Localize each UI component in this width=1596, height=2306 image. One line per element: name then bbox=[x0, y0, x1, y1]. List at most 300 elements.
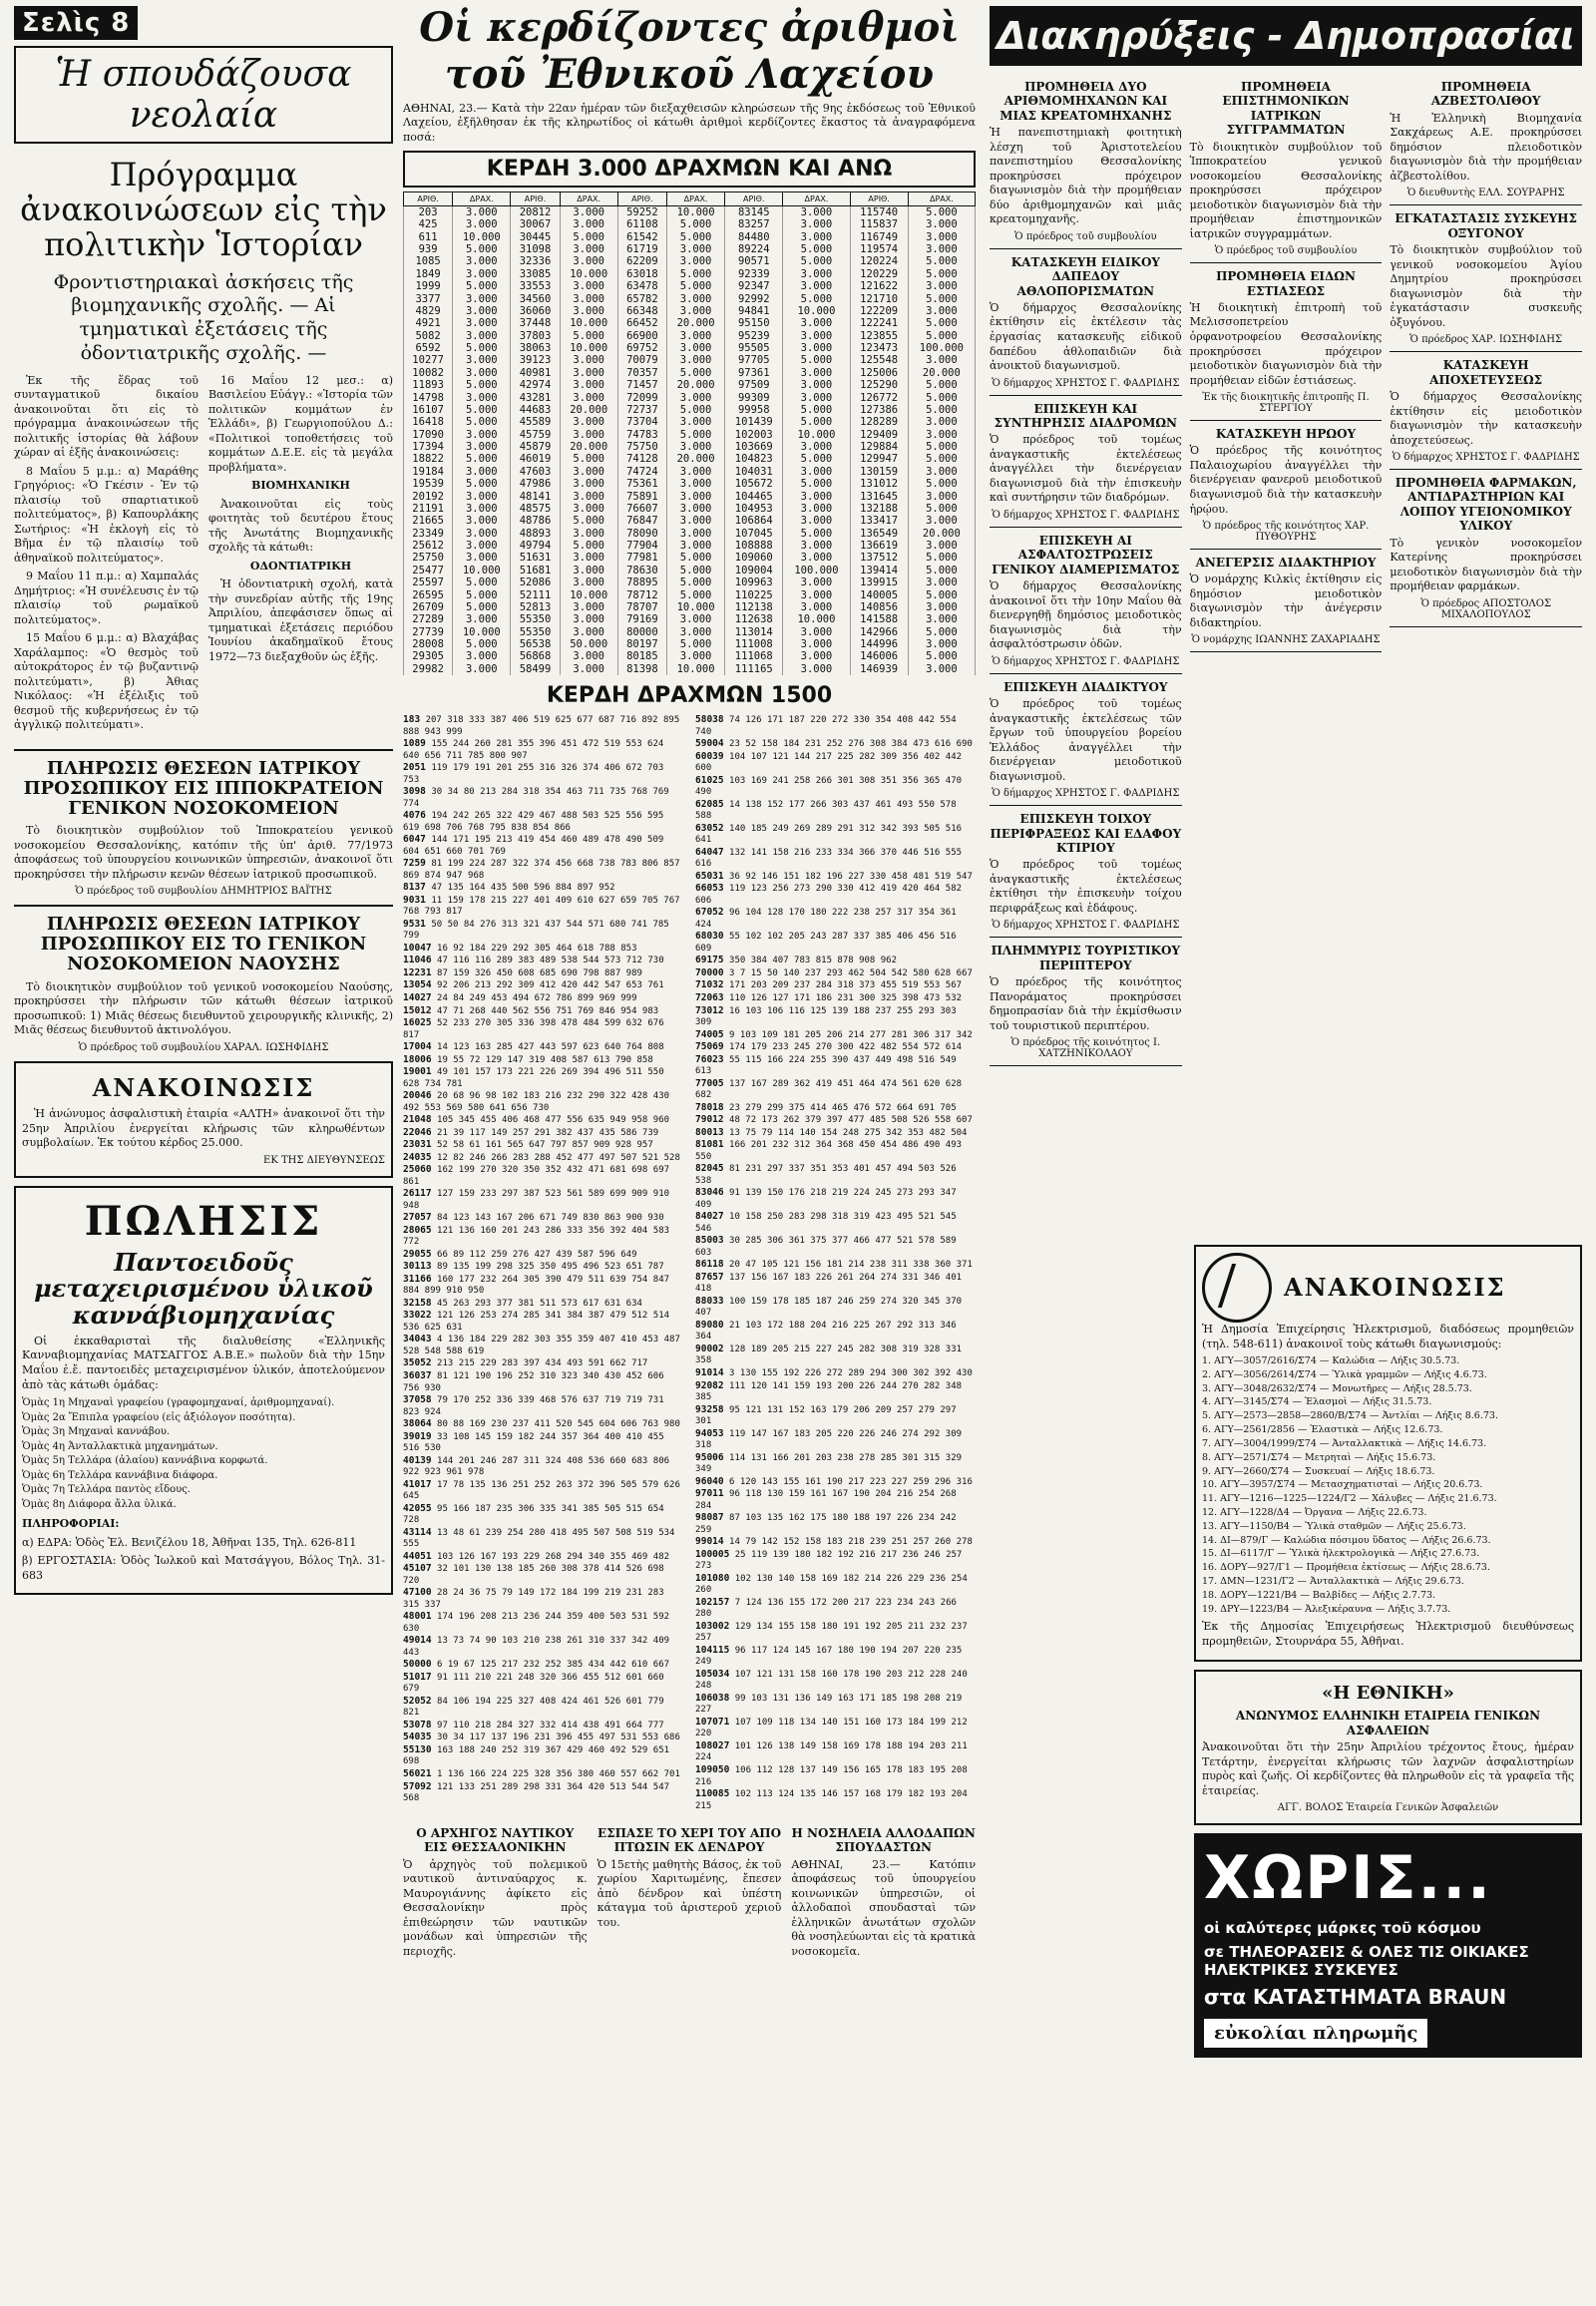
prize-amount: 5.000 bbox=[666, 404, 724, 416]
ticket-number: 80185 bbox=[617, 650, 666, 662]
notice-signature: ΕΚ ΤΗΣ ΔΙΕΥΘΥΝΣΕΩΣ bbox=[263, 1154, 385, 1166]
winning-endings: 114 131 166 201 203 238 278 285 301 315 329 349 bbox=[695, 1452, 963, 1475]
ticket-number: 110225 bbox=[725, 589, 783, 601]
list-item bbox=[695, 738, 976, 751]
list-item bbox=[695, 1235, 976, 1259]
notice-signature: Ὁ πρόεδρος τοῦ συμβουλίου bbox=[1014, 230, 1157, 242]
series-number: 9531 bbox=[403, 918, 426, 930]
prize-amount: 5.000 bbox=[908, 565, 975, 576]
prize-amount: 5.000 bbox=[453, 280, 511, 292]
winning-endings: 80 88 169 230 237 411 520 545 604 606 763 980 bbox=[437, 1419, 680, 1430]
prize-amount: 3.000 bbox=[560, 367, 617, 379]
notice-signature: Ὁ πρόεδρος τῆς κοινότητος ΧΑΡ. ΠΥΘΟΥΡΗΣ bbox=[1202, 521, 1370, 544]
ticket-number: 19539 bbox=[404, 478, 453, 490]
ticket-number: 129409 bbox=[850, 429, 908, 441]
ticket-number: 121710 bbox=[850, 293, 908, 305]
winning-endings: 16 92 184 229 292 305 464 618 788 853 bbox=[437, 943, 637, 954]
table-row bbox=[404, 613, 976, 625]
list-item bbox=[695, 1005, 976, 1029]
ethniki-box bbox=[1194, 1670, 1582, 1826]
sale-box bbox=[14, 1186, 393, 1595]
ticket-number: 27739 bbox=[404, 626, 453, 638]
prize-amount: 10.000 bbox=[453, 565, 511, 576]
prize-amount: 3.000 bbox=[783, 650, 850, 662]
ticket-number: 48141 bbox=[511, 491, 560, 503]
list-item bbox=[403, 1127, 683, 1140]
ticket-number: 129884 bbox=[850, 441, 908, 453]
prize-amount: 3.000 bbox=[783, 367, 850, 379]
prize-amount: 5.000 bbox=[453, 478, 511, 490]
ticket-number: 80000 bbox=[617, 626, 666, 638]
prize-amount: 3.000 bbox=[666, 503, 724, 515]
series-number: 81081 bbox=[695, 1139, 724, 1151]
history-body bbox=[14, 374, 393, 741]
ticket-number: 104823 bbox=[725, 453, 783, 465]
series-number: 80013 bbox=[695, 1126, 724, 1138]
series-number: 76023 bbox=[695, 1053, 724, 1065]
notice-headline: ΕΠΙΣΚΕΥΗ ΚΑΙ ΣΥΝΤΗΡΗΣΙΣ ΔΙΑΔΡΟΜΩΝ bbox=[994, 401, 1178, 430]
series-number: 10047 bbox=[403, 942, 432, 954]
winning-endings: 96 117 124 145 167 180 190 194 207 220 235 249 bbox=[695, 1645, 963, 1668]
story-navy bbox=[403, 1820, 588, 1963]
series-number: 69175 bbox=[695, 955, 724, 966]
col-header-amt: ΔΡΑΧ. bbox=[560, 192, 617, 205]
prize-amount: 3.000 bbox=[908, 515, 975, 527]
winning-endings: 104 107 121 144 217 225 282 309 356 402 442 600 bbox=[695, 751, 963, 774]
ticket-number: 80197 bbox=[617, 638, 666, 650]
series-number: 107071 bbox=[695, 1716, 730, 1728]
prize-amount: 5.000 bbox=[560, 330, 617, 342]
ticket-number: 106864 bbox=[725, 515, 783, 527]
ticket-number: 129947 bbox=[850, 453, 908, 465]
ticket-number: 131645 bbox=[850, 491, 908, 503]
notice-body: Ὁ πρόεδρος τοῦ τομέως ἀναγκαστικῆς ἐκτελέσεως ἀναγγέλλει τὴν διενέργειαν διαγωνισμοῦ διὰ τὴν ἐπισκευὴν καὶ συντήρησιν τῶν διαδρόμων. bbox=[990, 433, 1182, 505]
list-item bbox=[403, 1455, 683, 1479]
prize-amount: 5.000 bbox=[666, 552, 724, 564]
prize-amount: 5.000 bbox=[908, 552, 975, 564]
prize-amount: 3.000 bbox=[908, 243, 975, 255]
series-number: 83046 bbox=[695, 1187, 724, 1199]
series-number: 102157 bbox=[695, 1596, 730, 1608]
winning-endings: 30 34 80 213 284 318 354 463 711 735 768 769 774 bbox=[403, 787, 669, 809]
auction-notice bbox=[1390, 476, 1582, 627]
ticket-number: 61542 bbox=[617, 231, 666, 243]
series-number: 45107 bbox=[403, 1563, 432, 1575]
ad-line-3: στα ΚΑΤΑΣΤΗΜΑΤΑ BRAUN bbox=[1204, 1985, 1507, 2010]
ticket-number: 43281 bbox=[511, 392, 560, 404]
list-item bbox=[403, 1563, 683, 1587]
winning-endings: 16 103 106 116 125 139 188 237 255 293 303 309 bbox=[695, 1005, 957, 1028]
ticket-number: 21191 bbox=[404, 503, 453, 515]
ad-headline: ΧΩΡΙΣ... bbox=[1204, 1843, 1492, 1914]
prize-amount: 5.000 bbox=[560, 540, 617, 552]
prize-amount: 3.000 bbox=[560, 552, 617, 564]
ticket-number: 20192 bbox=[404, 491, 453, 503]
winning-endings: 32 101 130 138 185 260 308 378 414 526 698 720 bbox=[403, 1564, 664, 1586]
ethniki-subtitle: ΑΝΩΝΥΜΟΣ ΕΛΛΗΝΙΚΗ ΕΤΑΙΡΕΙΑ ΓΕΝΙΚΩΝ ΑΣΦΑΛΕΙΩΝ bbox=[1235, 1709, 1541, 1737]
notice-body: Ἡ πανεπιστημιακὴ φοιτητικὴ λέσχη τοῦ Ἀριστοτελείου πανεπιστημίου Θεσσαλονίκης προκηρύσσει πρόχειρον διαγωνισμὸν διὰ τὴν προμήθειαν δύο ἀριθμομηχανῶν καὶ μιᾶς κρεατομηχανῆς. bbox=[990, 126, 1182, 226]
prize-amount: 5.000 bbox=[560, 453, 617, 465]
col-header-num: ΑΡΙΘ. bbox=[511, 192, 560, 205]
prize-box-title: ΚΕΡΔΗ 3.000 ΔΡΑΧΜΩΝ ΚΑΙ ΑΝΩ bbox=[403, 151, 976, 188]
list-item bbox=[695, 955, 976, 967]
notice-headline: ΠΡΟΜΗΘΕΙΑ ΑΖΒΕΣΤΟΛΙΘΟΥ bbox=[1430, 80, 1541, 109]
ticket-number: 132188 bbox=[850, 503, 908, 515]
winning-endings: 52 58 61 161 565 647 797 857 909 928 957 bbox=[437, 1140, 653, 1151]
winning-endings: 6 19 67 125 217 232 252 385 434 442 610 667 bbox=[437, 1660, 670, 1671]
ticket-number: 4921 bbox=[404, 317, 453, 329]
series-number: 78018 bbox=[695, 1101, 724, 1113]
series-number: 14027 bbox=[403, 992, 432, 1003]
winning-endings: 107 121 131 158 160 178 190 203 212 228 240 248 bbox=[695, 1669, 968, 1692]
ticket-number: 74724 bbox=[617, 466, 666, 478]
prize-amount: 5.000 bbox=[908, 503, 975, 515]
prize-amount: 5.000 bbox=[453, 638, 511, 650]
list-item bbox=[403, 882, 683, 895]
series-number: 33022 bbox=[403, 1310, 432, 1322]
notice-signature: Ὁ δήμαρχος ΧΡΗΣΤΟΣ Γ. ΦΑΔΡΙΔΗΣ bbox=[992, 920, 1180, 932]
ticket-number: 122209 bbox=[850, 305, 908, 317]
prize-amount: 3.000 bbox=[783, 280, 850, 292]
ticket-number: 6592 bbox=[404, 342, 453, 354]
winning-endings: 102 130 140 158 169 182 214 226 229 236 254 260 bbox=[695, 1573, 968, 1596]
hosp1-signature: Ὁ πρόεδρος τοῦ συμβουλίου ΔΗΜΗΤΡΙΟΣ ΒΑΪΤΗΣ bbox=[75, 886, 332, 898]
ticket-number: 1085 bbox=[404, 255, 453, 267]
list-item bbox=[403, 1696, 683, 1720]
auction-notice bbox=[990, 255, 1182, 396]
series-number: 88033 bbox=[695, 1295, 724, 1307]
prize-amount: 3.000 bbox=[666, 416, 724, 428]
prize-amount: 3.000 bbox=[453, 392, 511, 404]
dei-box bbox=[1194, 1245, 1582, 1662]
prize-amount: 3.000 bbox=[908, 416, 975, 428]
prize-amount: 3.000 bbox=[783, 379, 850, 391]
winning-endings: 144 171 195 213 419 454 460 489 478 490 509 604 651 660 701 769 bbox=[403, 835, 664, 857]
notice-box bbox=[14, 1061, 393, 1178]
ticket-number: 123855 bbox=[850, 330, 908, 342]
list-item: 19. ΔΡΥ—1223/Β4 — Ἀλεξικέραυνα — Λήξις 3.7.73. bbox=[1202, 1603, 1451, 1615]
notice-signature: Ὁ δήμαρχος ΧΡΗΣΤΟΣ Γ. ΦΑΔΡΙΔΗΣ bbox=[992, 377, 1180, 389]
winning-endings: 103 126 167 193 229 268 294 340 355 469 482 bbox=[437, 1551, 670, 1562]
prize-amount: 3.000 bbox=[560, 392, 617, 404]
series-number: 74005 bbox=[695, 1028, 724, 1040]
ticket-number: 55350 bbox=[511, 626, 560, 638]
prize-amount: 3.000 bbox=[560, 280, 617, 292]
prize-amount: 3.000 bbox=[908, 613, 975, 625]
list-item bbox=[403, 1672, 683, 1696]
list-item bbox=[695, 714, 976, 738]
winning-endings: 23 279 299 375 414 465 476 572 664 691 705 bbox=[729, 1102, 957, 1113]
ticket-number: 70079 bbox=[617, 354, 666, 366]
winning-endings: 121 133 251 289 298 331 364 420 513 544 547 568 bbox=[403, 1781, 670, 1804]
ethniki-title: «Η ΕΘΝΙΚΗ» bbox=[1322, 1682, 1454, 1704]
list-item bbox=[695, 1187, 976, 1211]
ticket-number: 52813 bbox=[511, 601, 560, 613]
table-row bbox=[404, 626, 976, 638]
prize-amount: 3.000 bbox=[908, 231, 975, 243]
prize-amount: 20.000 bbox=[560, 441, 617, 453]
list-item: Ὁμὰς 5η Τελλάρα (ἀλαίου) καννάβινα κορφωτά. bbox=[22, 1455, 268, 1467]
series-number: 64047 bbox=[695, 846, 724, 858]
ticket-number: 46019 bbox=[511, 453, 560, 465]
auction-notice bbox=[990, 944, 1182, 1066]
winning-endings: 162 199 270 320 350 352 432 471 681 698 697 861 bbox=[403, 1165, 670, 1187]
prize-amount: 5.000 bbox=[908, 268, 975, 280]
prize-amount: 5.000 bbox=[908, 330, 975, 342]
notice-signature: Ὁ διευθυντὴς ΕΛΛ. ΣΟΥΡΑΡΗΣ bbox=[1406, 188, 1565, 199]
prize-amount: 5.000 bbox=[908, 650, 975, 662]
ticket-number: 122241 bbox=[850, 317, 908, 329]
notice-headline: ΕΠΙΣΚΕΥΗ ΤΟΙΧΟΥ ΠΕΡΙΦΡΑΞΕΩΣ ΚΑΙ ΕΔΑΦΟΥ ΚΤΙΡΙΟΥ bbox=[990, 812, 1182, 855]
prize-amount: 3.000 bbox=[783, 330, 850, 342]
ticket-number: 16418 bbox=[404, 416, 453, 428]
prize-amount: 10.000 bbox=[783, 305, 850, 317]
winning-endings: 7 124 136 155 172 200 217 223 234 243 266 280 bbox=[695, 1597, 957, 1620]
prize-amount: 5.000 bbox=[908, 404, 975, 416]
list-item bbox=[403, 955, 683, 967]
series-number: 11046 bbox=[403, 955, 432, 966]
list-item bbox=[695, 1102, 976, 1115]
paragraph: Ἐκ τῆς ἕδρας τοῦ συνταγματικοῦ δικαίου ἀνακοινοῦται ὅτι εἰς τὸ πρόγραμμα ἀνακοινώσεων τῆς πολιτικῆς ἱστορίας θὰ λάβουν χώραν αἱ ἑξῆς ἀνακοινώσεις: bbox=[14, 373, 199, 460]
table-row bbox=[404, 528, 976, 540]
ticket-number: 136549 bbox=[850, 528, 908, 540]
table-row bbox=[404, 663, 976, 675]
ticket-number: 99958 bbox=[725, 404, 783, 416]
ticket-number: 131012 bbox=[850, 478, 908, 490]
prize-amount: 5.000 bbox=[783, 528, 850, 540]
prize-amount: 3.000 bbox=[453, 354, 511, 366]
prize-amount: 3.000 bbox=[783, 663, 850, 675]
auction-notice bbox=[1190, 80, 1383, 263]
prize-amount: 3.000 bbox=[560, 293, 617, 305]
series-number: 77005 bbox=[695, 1077, 724, 1089]
series-number: 63052 bbox=[695, 822, 724, 834]
list-item bbox=[695, 1344, 976, 1367]
prize-amount: 3.000 bbox=[783, 589, 850, 601]
prize-amount: 3.000 bbox=[453, 330, 511, 342]
heading-1500: ΚΕΡΔΗ ΔΡΑΧΜΩΝ 1500 bbox=[546, 683, 833, 709]
prize-amount: 3.000 bbox=[783, 392, 850, 404]
ticket-number: 33085 bbox=[511, 268, 560, 280]
ticket-number: 52111 bbox=[511, 589, 560, 601]
list-item bbox=[403, 1212, 683, 1225]
ticket-number: 107045 bbox=[725, 528, 783, 540]
list-item bbox=[403, 1334, 683, 1357]
winning-endings: 20 47 105 121 156 181 214 238 311 338 360 371 bbox=[729, 1260, 973, 1271]
notice-body: Ἡ διοικητικὴ ἐπιτροπὴ τοῦ Μελισσοπετρείου ὀρφανοτροφείου Θεσσαλονίκης προκηρύσσει πρόχειρον μειοδοτικὸν διαγωνισμὸν διὰ τὴν προμήθειαν εἰδῶν ἑστιάσεως. bbox=[1189, 300, 1383, 387]
winning-endings: 137 167 289 362 419 451 464 474 561 620 628 682 bbox=[695, 1078, 963, 1101]
ticket-number: 11893 bbox=[404, 379, 453, 391]
list-item bbox=[695, 1259, 976, 1272]
list-item bbox=[695, 1621, 976, 1645]
table-row bbox=[404, 342, 976, 354]
ticket-number: 47603 bbox=[511, 466, 560, 478]
notice-signature: Ὁ δήμαρχος ΧΡΗΣΤΟΣ Γ. ΦΑΔΡΙΔΗΣ bbox=[1392, 452, 1580, 464]
series-number: 183 bbox=[403, 714, 421, 726]
notice-body: Ὁ πρόεδρος τῆς κοινότητος Πανοράματος προκηρύσσει δημοπρασίαν διὰ τὴν ἐκμίσθωσιν τοῦ τουριστικοῦ περιπτέρου. bbox=[990, 975, 1182, 1032]
subsection-title: ΒΙΟΜΗΧΑΝΙΚΗ bbox=[251, 479, 350, 493]
series-number: 72063 bbox=[695, 992, 724, 1003]
prize-amount: 3.000 bbox=[908, 305, 975, 317]
prize-amount: 5.000 bbox=[908, 478, 975, 490]
winning-endings: 174 179 233 245 270 300 422 482 554 572 614 bbox=[729, 1042, 963, 1053]
series-number: 110085 bbox=[695, 1788, 730, 1800]
ticket-number: 115837 bbox=[850, 218, 908, 230]
prize-amount: 50.000 bbox=[560, 638, 617, 650]
hosp2-signature: Ὁ πρόεδρος τοῦ συμβουλίου ΧΑΡΑΛ. ΙΩΣΗΦΙΔΗΣ bbox=[78, 1041, 329, 1053]
prize-amount: 10.000 bbox=[560, 317, 617, 329]
prize-amount: 3.000 bbox=[453, 466, 511, 478]
notice-headline: ΕΠΙΣΚΕΥΗ ΑΙ ΑΣΦΑΛΤΟΣΤΡΩΣΕΙΣ ΓΕΝΙΚΟΥ ΔΙΑΜΕΡΙΣΜΑΤΟΣ bbox=[992, 533, 1180, 576]
list-item bbox=[695, 1764, 976, 1788]
ticket-number: 119574 bbox=[850, 243, 908, 255]
ticket-number: 113014 bbox=[725, 626, 783, 638]
series-number: 30113 bbox=[403, 1261, 432, 1273]
notice-signature: Ὁ πρόεδρος ΑΠΟΣΤΟΛΟΣ ΜΙΧΑΛΟΠΟΥΛΟΣ bbox=[1420, 597, 1552, 620]
series-number: 89080 bbox=[695, 1319, 724, 1331]
col-header-num: ΑΡΙΘ. bbox=[404, 192, 453, 205]
ticket-number: 425 bbox=[404, 218, 453, 230]
paragraph: Οἱ ἐκκαθαρισταὶ τῆς διαλυθείσης «Ἑλληνικῆς Κανναβιομηχανίας ΜΑΤΣΑΓΓΟΣ Α.Β.Ε.» πωλοῦν διὰ τὴν 15ην Μαΐου ἐ.ἔ. παντοειδὲς μεταχειρισμένον ὑλικόν, ἀποτελούμενον ἀπὸ τὰς κάτωθι ὁμάδας: bbox=[22, 1334, 385, 1391]
series-number: 66053 bbox=[695, 883, 724, 895]
ticket-number: 139915 bbox=[850, 576, 908, 588]
list-item bbox=[695, 1476, 976, 1489]
notice-body: Ὁ πρόεδρος τοῦ τομέως ἀναγκαστικῆς ἐκτελέσεως τῶν ἔργων τοῦ ὑπουργείου βορείου Ἑλλάδος ἀναγγέλλει τὴν διενέργειαν μειοδοτικοῦ διαγωνισμοῦ. bbox=[990, 697, 1182, 783]
series-number: 4076 bbox=[403, 810, 426, 822]
auction-notice bbox=[1190, 269, 1383, 421]
winning-endings: 79 170 252 336 339 468 576 637 719 719 731 823 924 bbox=[403, 1395, 664, 1417]
notice-headline: ΚΑΤΑΣΚΕΥΗ ΑΠΟΧΕΤΕΥΣΕΩΣ bbox=[1429, 358, 1543, 387]
list-item bbox=[403, 1041, 683, 1054]
history-headline: Πρόγραμμα ἀνακοινώσεων εἰς τὴν πολιτικὴν Ἱστορίαν bbox=[20, 156, 387, 264]
right-column bbox=[990, 0, 1582, 1072]
col-header-amt: ΔΡΑΧ. bbox=[666, 192, 724, 205]
list-item bbox=[403, 1587, 683, 1611]
list-item bbox=[695, 1549, 976, 1573]
story-students bbox=[791, 1820, 976, 1963]
winning-endings: 3 7 15 50 140 237 293 462 504 542 580 628 667 bbox=[729, 967, 973, 978]
ticket-number: 16107 bbox=[404, 404, 453, 416]
series-number: 101080 bbox=[695, 1572, 730, 1584]
lottery-lead: ΑΘΗΝΑΙ, 23.— Κατὰ τὴν 22αν ἡμέραν τῶν διεξαχθεισῶν κληρώσεων τῆς 9ης ἐκδόσεως τοῦ Ἐθνικοῦ Λαχείου, ἐξῆλθησαν ἐκ τῆς κληρωτίδος οἱ κάτωθι ἀριθμοὶ κερδίζοντες ἕκαστος τὰ ἀναγραφόμενα ποσά: bbox=[403, 102, 976, 144]
prize-amount: 10.000 bbox=[666, 663, 724, 675]
history-body-a bbox=[14, 374, 199, 737]
notice-signature: Ὁ πρόεδρος ΧΑΡ. ΙΩΣΗΦΙΔΗΣ bbox=[1409, 334, 1563, 346]
ticket-number: 33553 bbox=[511, 280, 560, 292]
prize-amount: 3.000 bbox=[560, 565, 617, 576]
series-number: 91014 bbox=[695, 1366, 724, 1378]
prize-amount: 5.000 bbox=[783, 404, 850, 416]
winning-endings: 21 39 117 149 257 291 382 437 435 586 739 bbox=[437, 1127, 659, 1138]
series-number: 19001 bbox=[403, 1066, 432, 1078]
winning-endings: 110 126 127 171 186 231 300 325 398 473 532 bbox=[729, 993, 963, 1003]
winning-endings: 13 48 61 239 254 280 418 495 507 508 519 534 555 bbox=[403, 1527, 675, 1550]
winning-endings: 81 231 297 337 351 353 401 457 494 503 526 538 bbox=[695, 1164, 957, 1186]
prize-amount: 3.000 bbox=[560, 379, 617, 391]
paragraph: Ἀνακοινοῦται εἰς τοὺς φοιτητὰς τοῦ δευτέρου ἔτους τῆς Ἀνωτάτης Βιομηχανικῆς σχολῆς τὰ κάτωθι: bbox=[208, 497, 393, 555]
ticket-number: 59252 bbox=[617, 205, 666, 218]
winning-endings: 66 89 112 259 276 427 439 587 596 649 bbox=[437, 1249, 637, 1260]
winning-endings: 14 79 142 152 158 183 218 239 251 257 260 278 bbox=[729, 1537, 973, 1548]
list-item bbox=[403, 895, 683, 919]
prize-amount: 3.000 bbox=[783, 218, 850, 230]
ticket-number: 140005 bbox=[850, 589, 908, 601]
series-number: 79012 bbox=[695, 1114, 724, 1126]
winning-endings: 166 201 232 312 364 368 450 454 486 490 493 550 bbox=[695, 1140, 963, 1162]
ticket-number: 40981 bbox=[511, 367, 560, 379]
list-item bbox=[403, 1503, 683, 1527]
ticket-number: 126772 bbox=[850, 392, 908, 404]
winning-endings: 132 141 158 216 233 334 366 370 446 516 555 616 bbox=[695, 847, 963, 870]
winning-endings: 107 109 118 134 140 151 160 173 184 199 212 220 bbox=[695, 1717, 968, 1739]
prize-amount: 20.000 bbox=[560, 404, 617, 416]
prize-amount: 5.000 bbox=[666, 280, 724, 292]
table-row bbox=[404, 453, 976, 465]
sale-address-b: β) ΕΡΓΟΣΤΑΣΙΑ: Ὁδὸς Ἰωλκοῦ καὶ Ματσάγγου, Βόλος Τηλ. 31-683 bbox=[22, 1554, 385, 1582]
prize-amount: 3.000 bbox=[908, 218, 975, 230]
winning-endings: 14 123 163 285 427 443 597 623 640 764 808 bbox=[437, 1042, 664, 1053]
ticket-number: 97361 bbox=[725, 367, 783, 379]
ticket-number: 1999 bbox=[404, 280, 453, 292]
prize-amount: 3.000 bbox=[666, 528, 724, 540]
paragraph: Τὸ διοικητικὸν συμβούλιον τοῦ Ἱπποκρατείου γενικοῦ νοσοκομείου Θεσσαλονίκης, κατόπιν τῆς ὑπ' ἀριθ. 77/1973 ἀποφάσεως τοῦ ὑπουργείου κοινωνικῶν ὑπηρεσιῶν, ἀνακοινοῖ ὅτι προκηρύσσει τὴν πλήρωσιν κενῶν θέσεων ἰατρικοῦ προσωπικοῦ. bbox=[14, 824, 393, 881]
prize-amount: 3.000 bbox=[560, 503, 617, 515]
prize-amount: 5.000 bbox=[666, 565, 724, 576]
list-item bbox=[695, 1078, 976, 1102]
table-row bbox=[404, 478, 976, 490]
story-body: Ὁ 15ετὴς μαθητὴς Βάσος, ἐκ τοῦ χωρίου Χαριτωμένης, ἔπεσεν ἀπὸ δένδρον καὶ ὑπέστη κάταγμα τοῦ ἀριστεροῦ χεριοῦ του. bbox=[597, 1857, 782, 1929]
prize-amount: 3.000 bbox=[560, 466, 617, 478]
ticket-number: 146939 bbox=[850, 663, 908, 675]
list-item bbox=[403, 1768, 683, 1781]
list-item bbox=[403, 943, 683, 956]
list-item bbox=[695, 1211, 976, 1235]
prize-amount: 5.000 bbox=[783, 453, 850, 465]
list-item bbox=[403, 1611, 683, 1635]
ticket-number: 38063 bbox=[511, 342, 560, 354]
winning-endings: 207 318 333 387 406 519 625 677 687 716 892 895 888 943 999 bbox=[403, 715, 680, 737]
list-item bbox=[403, 979, 683, 992]
winning-endings: 97 110 218 284 327 332 414 438 491 664 777 bbox=[437, 1720, 664, 1730]
prize-amount: 3.000 bbox=[783, 268, 850, 280]
winning-endings: 84 123 143 167 206 671 749 830 863 900 930 bbox=[437, 1213, 664, 1224]
paragraph: 16 Μαΐου 12 μεσ.: α) Βασιλείου Εὐάγγ.: «Ἱστορία τῶν πολιτικῶν κομμάτων ἐν Ἑλλάδι», β) Γεωργιοπούλου Δ.: «Πολιτικοὶ τοποθετήσεις τοῦ κομμάτων Δ.Ε.Ε. εἰς τὰ μεγάλα προβλήματα». bbox=[208, 373, 393, 474]
winning-endings: 33 108 145 159 182 244 357 364 400 410 455 516 530 bbox=[403, 1431, 664, 1454]
ticket-number: 66900 bbox=[617, 330, 666, 342]
winning-endings: 12 82 246 266 283 288 452 477 497 507 521 528 bbox=[437, 1152, 680, 1163]
winning-endings: 89 135 199 298 325 350 495 496 523 651 787 bbox=[437, 1262, 664, 1273]
prize-amount: 3.000 bbox=[453, 503, 511, 515]
prize-amount: 10.000 bbox=[560, 342, 617, 354]
list-item bbox=[403, 1720, 683, 1732]
left-column bbox=[14, 0, 393, 1603]
winning-endings: 11 159 178 215 227 401 409 610 627 659 705 767 768 793 817 bbox=[403, 895, 680, 918]
table-row bbox=[404, 540, 976, 552]
dei-header bbox=[1202, 1253, 1574, 1323]
series-number: 35052 bbox=[403, 1357, 432, 1369]
ticket-number: 141588 bbox=[850, 613, 908, 625]
prize-amount: 5.000 bbox=[783, 478, 850, 490]
ticket-number: 31098 bbox=[511, 243, 560, 255]
winning-endings: 10 158 250 283 298 318 319 423 495 521 545 546 bbox=[695, 1212, 957, 1234]
prize-amount: 3.000 bbox=[783, 491, 850, 503]
list-item: 2. ΑΓΥ—3056/2614/Σ74 — Ὑλικὰ γραμμῶν — Λήξις 4.6.73. bbox=[1202, 1368, 1487, 1380]
prize-amount: 3.000 bbox=[453, 255, 511, 267]
list-item bbox=[695, 1139, 976, 1163]
prize-amount: 3.000 bbox=[453, 540, 511, 552]
list-item bbox=[695, 1163, 976, 1187]
winning-endings: 171 203 209 237 284 318 373 455 519 553 567 bbox=[729, 980, 963, 991]
